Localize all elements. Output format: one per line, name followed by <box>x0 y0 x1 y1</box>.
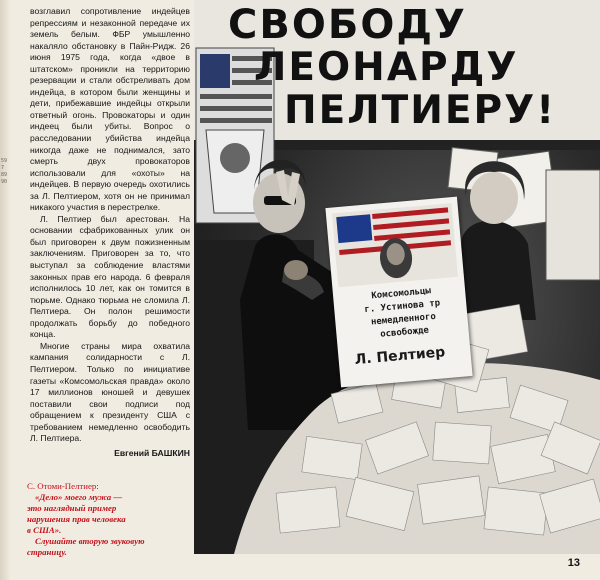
sign-line: Комсомольцы <box>371 286 432 302</box>
caption-line: это наглядный пример <box>27 503 117 513</box>
photograph <box>194 0 600 554</box>
article-paragraph-1: возглавил сопротивление индейцев репрессиям и незаконной передаче их земель белым. ФБР умышленно накаляло обстановку в Пайн-Ридж. 26 июня 1975 года, когда «двое в штатском» проникли на территорию резервации и стали обстреливать дом индейца, в котором были женщины и дети, прибежавшие индейцы открыли ответный огонь. Провокаторы и один индеец были убиты. Вопрос о расследовании убийства индейца никогда даже не поднимался, зато смерть двух провокаторов использовали для «охоты» на индейцев. В первую очередь охотились за Л. Пелтиером, хотя он не принимал никакого участия в перестрелке. <box>30 6 190 213</box>
banner-line-2: ЛЕОНАРДУ <box>254 45 519 90</box>
banner-line-3: ПЕЛТИЕРУ! <box>284 88 556 133</box>
caption-line: нарушения прав человека <box>27 514 126 524</box>
article-author: Евгений БАШКИН <box>114 447 190 458</box>
article-paragraph-3: Многие страны мира охватила кампания солидарности с Л. Пелтиером. Только по инициативе газеты «Комсомольская правда» около 17 миллионов юношей и девушек поставили свои подписи под обращением к президенту США с требованием немедленно освободить Л. Пелтиера. <box>30 340 190 444</box>
flag-canton <box>336 214 372 243</box>
caption-line: страницу. <box>27 547 67 557</box>
page-number: 13 <box>567 557 580 569</box>
sign-line: г. Устинова тр <box>364 298 441 316</box>
sign-portrait-flag <box>325 197 464 292</box>
sign-text <box>341 283 465 345</box>
margin-mark: 597 89 90 <box>1 158 8 185</box>
photo-caption <box>27 481 193 558</box>
caption-speaker: С. Отоми-Пелтиер: <box>27 481 99 491</box>
banner-line-1: СВОБОДУ <box>228 2 467 48</box>
sign-line: освобожде <box>379 325 430 340</box>
badge <box>284 260 308 280</box>
caption-line: Слушайте вторую звуковую <box>35 536 145 546</box>
binding-edge <box>0 0 10 580</box>
sign-line: немедленного <box>370 311 437 328</box>
caption-line: «Дело» моего мужа — <box>35 492 123 502</box>
sign-signature: Л. Пелтиер <box>354 344 446 369</box>
article-paragraph-2: Л. Пелтиер был арестован. На основании сфабрикованных улик он был приговорен к двум пожизненным заключениям. Приговорен за то, что выступал за соблюдение властями законных прав его народа. 6 февраля исполнилось 10 лет, как он томится в тюрьме. Однако тюрьма не сломила Л. Пелтиера. Он полон решимости продолжать борьбу до победного конца. <box>30 213 190 340</box>
woman-figure <box>454 161 536 320</box>
article-column <box>30 6 190 459</box>
protest-sign <box>325 197 472 388</box>
caption-line: в США». <box>27 525 62 535</box>
